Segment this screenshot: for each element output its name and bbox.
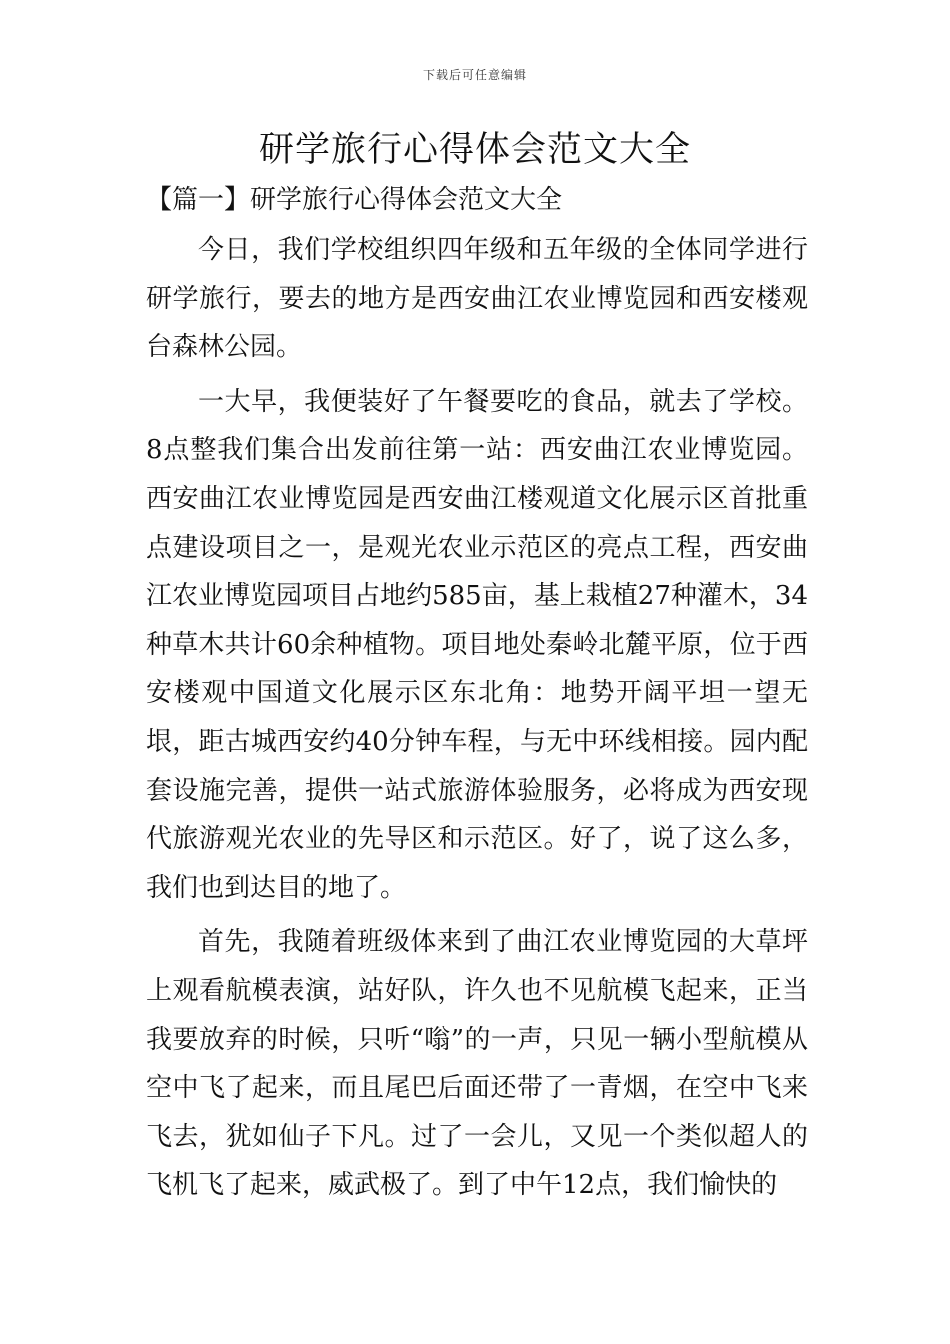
section-heading: 【篇一】研学旅行心得体会范文大全 xyxy=(146,185,563,215)
paragraph: 今日，我们学校组织四年级和五年级的全体同学进行研学旅行，要去的地方是西安曲江农业博览园和西安楼观台森林公园。 xyxy=(146,235,808,363)
paragraph: 首先，我随着班级体来到了曲江农业博览园的大草坪上观看航模表演，站好队，许久也不见航模飞起来，正当我要放弃的时候，只听“嗡”的一声，只见一辆小型航模从空中飞了起来，而且尾巴后面还带了一青烟，在空中飞来飞去，犹如仙子下凡。过了一会儿，又见一个类似超人的飞机飞了起来，威武极了。到了中午12点，我们愉快的 xyxy=(146,927,808,1201)
paragraph: 一大早，我便装好了午餐要吃的食品，就去了学校。8点整我们集合出发前往第一站：西安曲江农业博览园。西安曲江农业博览园是西安曲江楼观道文化展示区首批重点建设项目之一，是观光农业示范区的亮点工程，西安曲江农业博览园项目占地约585亩，基上栽植27种灌木，34种草木共计60余种植物。项目地处秦岭北麓平原，位于西安楼观中国道文化展示区东北角：地势开阔平坦一望无垠，距古城西安约40分钟车程，与无中环线相接。园内配套设施完善，提供一站式旅游体验服务，必将成为西安现代旅游观光农业的先导区和示范区。好了，说了这么多，我们也到达目的地了。 xyxy=(146,386,808,903)
document-body xyxy=(146,226,808,1216)
document-title: 研学旅行心得体会范文大全 xyxy=(258,130,691,170)
header-note: 下载后可任意编辑 xyxy=(422,68,527,82)
